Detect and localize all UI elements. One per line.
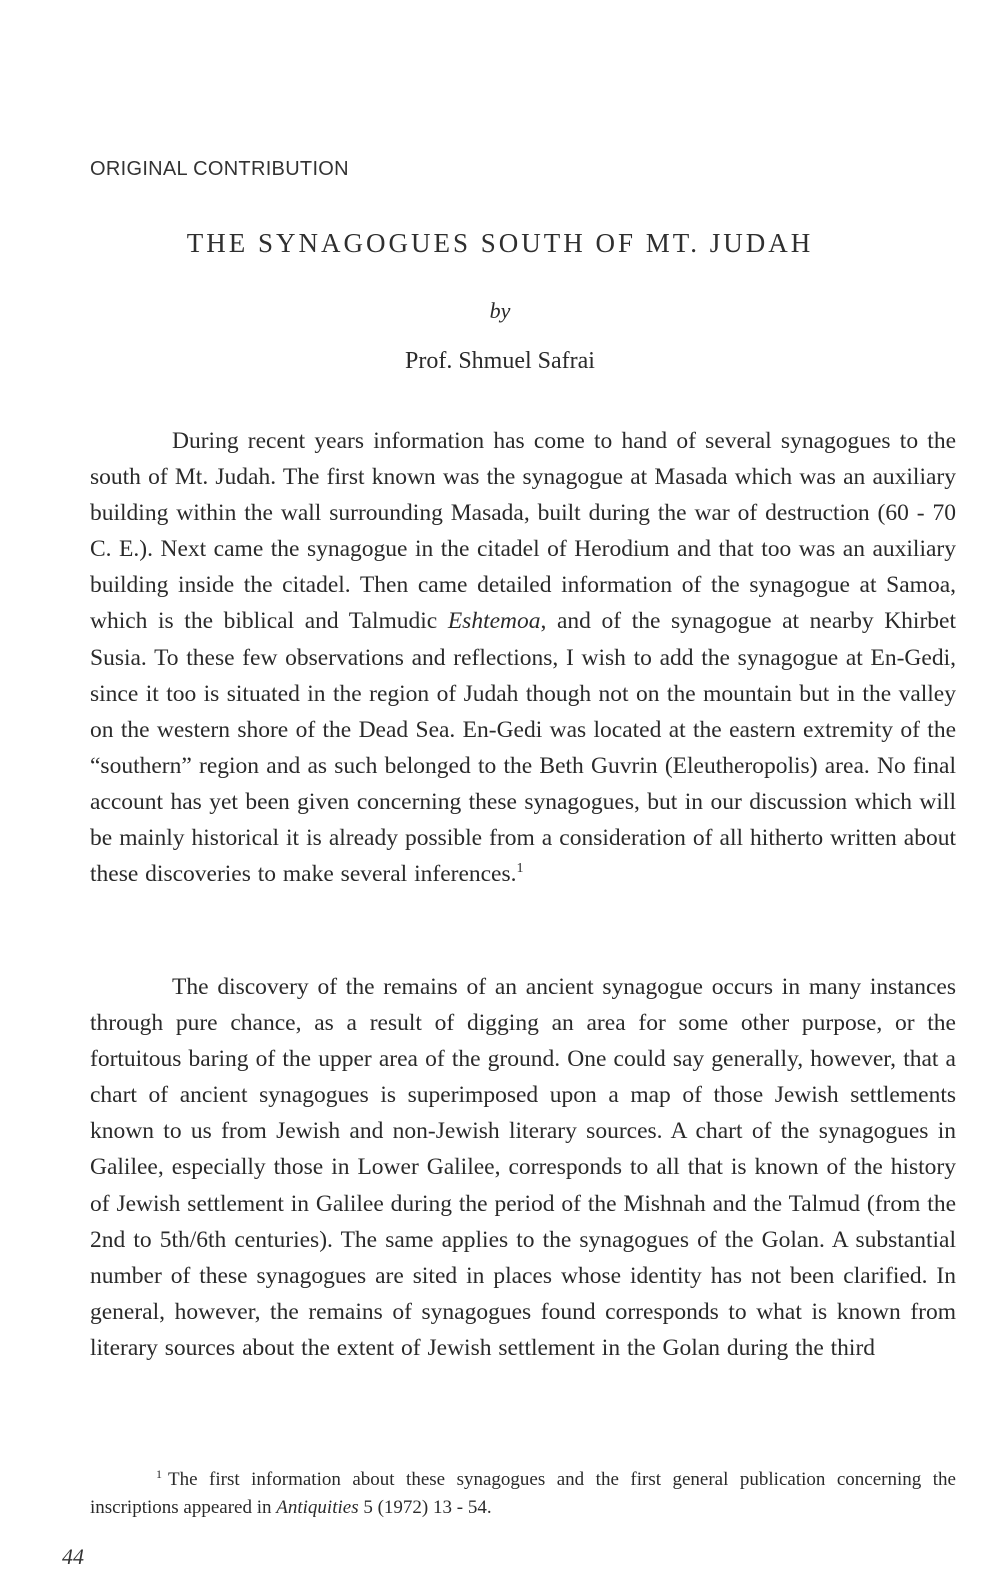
- author-name: Prof. Shmuel Safrai: [405, 348, 595, 374]
- footnote: [90, 1466, 956, 1522]
- page-number: 44: [62, 1544, 84, 1569]
- article-title: THE SYNAGOGUES SOUTH OF MT. JUDAH: [186, 228, 814, 258]
- paragraph-text: , and of the synagogue at nearby Khirbet Susia. To these few observations and reflections, I wish to add the synagogue at En-Gedi, since it too is situated in the region of Judah though not on the mountain but in the valley on the western shore of the Dead Sea. En-Gedi was located at the eastern extremity of the “southern” region and as such belonged to the Beth Guvrin (Eleutheropolis) area. No final account has yet been given concerning these synagogues, but in our discussion which will be mainly historical it is already possible from a consideration of all hitherto written about these discoveries to make several inferences.: [90, 608, 957, 888]
- footnote-text: 5 (1972) 13 - 54.: [358, 1497, 492, 1518]
- paragraph-text: The discovery of the remains of an ancient synagogue occurs in many instances through pure chance, as a result of digging an area for some other purpose, or the fortuitous baring of the upper area of the ground. One could say generally, however, that a chart of ancient synagogues is superimposed upon a map of those Jewish settlements known to us from Jewish and non-Jewish literary sources. A chart of the synagogues in Galilee, especially those in Lower Galilee, corresponds to all that is known of the history of Jewish settlement in Galilee during the period of the Mishnah and the Talmud (from the 2nd to 5th/6th centuries). The same applies to the synagogues of the Golan. A substantial number of these synagogues are sited in places whose identity has not been clarified. In general, however, the remains of synagogues found corresponds to what is known from literary sources about the extent of Jewish settlement in the Golan during the third: [90, 974, 956, 1361]
- emphasized-term: Eshtemoa: [447, 608, 541, 635]
- footnote-reference[interactable]: 1: [516, 861, 524, 877]
- body-paragraph-1: [90, 423, 956, 892]
- paragraph-text: During recent years information has come to hand of several synagogues to the south of Mt. Judah. The first known was the synagogue at Masada which was an auxiliary building within the wall surrounding Masada, built during the war of destruction (60 - 70 C. E.). Next came the synagogue in the citadel of Herodium and that too was an auxiliary building inside the citadel. Then came detailed information of the synagogue at Samoa, which is the biblical and Talmudic: [90, 428, 956, 635]
- footnote-mark: 1: [156, 1466, 162, 1481]
- footnote-text: The first information about these synagogues and the first general publication concerning the inscriptions appeared in: [90, 1469, 956, 1518]
- body-paragraph-2: [90, 969, 956, 1366]
- section-label: ORIGINAL CONTRIBUTION: [90, 158, 349, 180]
- byline: by: [489, 298, 511, 323]
- footnote-emphasis: Antiquities: [276, 1497, 359, 1518]
